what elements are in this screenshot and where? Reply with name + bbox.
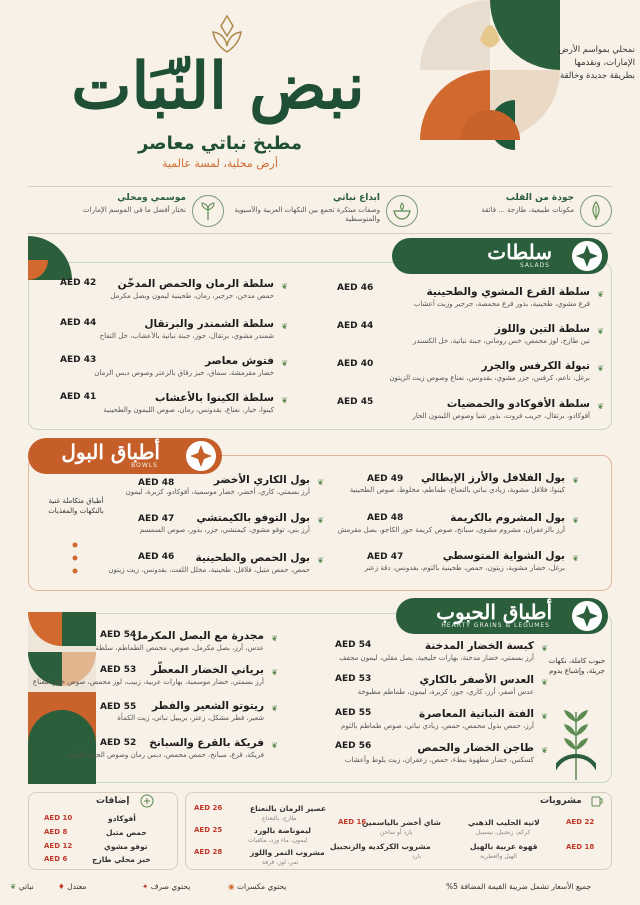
- feature-seasonal: موسمي ومحلي نختار أفضل ما في الموسم الإمارات: [34, 191, 224, 231]
- price: AED 40: [337, 359, 374, 369]
- price: AED 42: [60, 278, 97, 288]
- leaf-icon: ❦: [281, 322, 288, 331]
- leaf-icon: ❦: [597, 364, 604, 373]
- features-strip: [28, 186, 612, 234]
- extra-item[interactable]: خبز محلي طازج: [92, 855, 151, 864]
- price: AED 47: [367, 552, 404, 562]
- leaf-icon: ❦: [541, 712, 548, 721]
- drink-item[interactable]: مشروب الكركديه والزنجبيل: [330, 842, 431, 851]
- drink-item[interactable]: مشروب التمر واللوز: [250, 848, 325, 857]
- cup-icon: [590, 794, 604, 808]
- price: AED 10: [44, 814, 73, 822]
- menu-item[interactable]: ❦ سلطة الكينوا بالأعشاب كينوا، خيار، نعناع، بقدونس، رمان، صوص الليمون والطحينية: [103, 392, 288, 414]
- price: AED 6: [44, 855, 68, 863]
- leaf-icon: ❦: [281, 282, 288, 291]
- leaf-icon: ❦: [281, 396, 288, 405]
- legend-vegan: نباتي ❦: [10, 882, 34, 891]
- price: AED 52: [100, 738, 137, 748]
- price: AED 56: [335, 741, 372, 751]
- salads-header: سلطات SALADS: [392, 238, 608, 274]
- price: AED 8: [44, 828, 68, 836]
- grains-side-note: حبوب كاملة، نكهات جريئة، وإشباع يدوم: [548, 657, 606, 675]
- price: AED 47: [138, 514, 175, 524]
- legend-spicy: يحتوي صرف ✦: [142, 882, 191, 891]
- menu-item[interactable]: ❦ بول المشروم بالكريمة أرز بالزعفران، مشروم مشوي، سبانخ، صوص كريمة جوز الكاجو، بصل مقرمش: [337, 512, 579, 534]
- leaf-icon: ❦: [597, 402, 604, 411]
- price: AED 22: [566, 818, 595, 826]
- menu-item[interactable]: ❦ الفتة النباتية المعاصرة أرز، حمص بذول محمص، حمص، زبادي نباتي، صوص طماطم بالثوم: [341, 708, 548, 730]
- menu-item[interactable]: ❦ طاجن الخضار والحمص كسكس، خضار مطهوة ببطء، حمص، زعفران، زيت بلوط وأعشاب: [344, 742, 548, 764]
- leaf-icon: ❦: [572, 476, 579, 485]
- page-subtitle: مطبخ نباتي معاصر: [137, 133, 303, 154]
- menu-item[interactable]: ❦ العدس الأصفر بالكاري عدس أصفر، أرز، كاري، جوز، كزبرة، ليمون، طماطم مطبوخة: [357, 674, 548, 696]
- price: AED 28: [194, 848, 223, 856]
- leaf-icon: ❦: [281, 359, 288, 368]
- menu-item[interactable]: ❦ ريتوتو الشعير والفطر شعير، فطر مشكل، زعتر، بريبيل نباتي، زيت الكمأة: [117, 700, 278, 722]
- price: AED 48: [367, 513, 404, 523]
- leaf-icon: ❦: [541, 746, 548, 755]
- price: AED 54: [100, 630, 137, 640]
- price: AED 55: [100, 702, 137, 712]
- drink-item[interactable]: قهوة عربية بالهيل: [470, 842, 538, 851]
- price: AED 48: [138, 478, 175, 488]
- price: AED 26: [194, 804, 223, 812]
- menu-item[interactable]: ❦ تبولة الكرفس والجرر برغل، ناعم، كرفس، جزر مشوي، بقدونس، نعناع وصوص زيت الزيتون: [389, 360, 604, 382]
- bowl-icon: [386, 195, 418, 227]
- price: AED 44: [337, 321, 374, 331]
- leaf-icon: ❦: [597, 290, 604, 299]
- leaf-icon: ❦: [597, 327, 604, 336]
- leaf-icon: ❦: [541, 678, 548, 687]
- sprout-icon: [192, 195, 224, 227]
- vat-note: جميع الأسعار تشمل ضريبة القيمة المضافة 5%: [446, 882, 592, 891]
- star-badge-icon: [572, 241, 602, 271]
- menu-item[interactable]: ❦ سلطة التين واللوز تين طازج، لوز محمص، خس روماني، جبنة نباتية، خل الكسندر: [412, 323, 604, 345]
- price: AED 55: [335, 708, 372, 718]
- menu-item[interactable]: ❦ سلطة القرع المشوي والطحينية قرع مشوي، طحينية، بذور قرع محمصة، جرجير وزيت أعشاب: [413, 286, 604, 308]
- extra-item[interactable]: توفو مشوي: [104, 842, 148, 851]
- menu-item[interactable]: ❦ بول الفلافل والأرز الإيطالي كينوا، فلافل مشوية، زبادي نباتي بالنعناع، طماطم، مخلوط، صوص الطحينية: [349, 472, 579, 494]
- star-badge-icon: [572, 601, 602, 631]
- price: AED 16: [338, 818, 367, 826]
- leaf-bowl-icon: [580, 195, 612, 227]
- bowls-side-note: أطباق متكاملة غنية بالنكهات والمغذيات: [48, 497, 104, 515]
- intro-text: نمحلي بمواسم الأرض الإمارات، ونقدمها بطريقة جديدة وخالقة: [558, 45, 635, 81]
- menu-item[interactable]: ❦ سلطة الرمان والحمص المدخّن حمص مدخن، جرجير، رمان، طحينية ليمون وبصل مكرمل: [110, 278, 288, 300]
- legend-nuts: يحتوي مكسرات ◉: [228, 882, 287, 891]
- extra-item[interactable]: حمص متبل: [106, 828, 147, 837]
- price: AED 25: [194, 826, 223, 834]
- price: AED 44: [60, 318, 97, 328]
- leaf-icon: ❦: [271, 741, 278, 750]
- price: AED 53: [335, 674, 372, 684]
- price: AED 46: [337, 283, 374, 293]
- price: AED 18: [566, 843, 595, 851]
- price: AED 41: [60, 392, 97, 402]
- page-tagline: أرض محلية، لمسة عالمية: [162, 157, 278, 170]
- menu-item[interactable]: ❦ فريكة بالقرع والسبانخ فريكة، قرع، سبانخ، حمص محمص، دبس رمان وصوص الجبنة النباتية: [67, 737, 278, 759]
- nut-icon: ◉: [228, 882, 235, 891]
- menu-item[interactable]: ❦ برياني الخضار المعطّر أرز بسمتي، خضار موسمية، بهارات عربية، زبيب، لوز محمص، صوص خيار النعناع: [32, 664, 278, 686]
- menu-item[interactable]: ❦ بول التوفو بالكيمتشي أرز بني، توفو مشوي، كيمتشي، جزر، بذور، صوص السمسم: [139, 512, 324, 534]
- menu-item[interactable]: ❦ فتوش معاصر خضار مقرمشة، سماق، خبز رقاق بالزعتر وصوص دبس الرمان: [94, 355, 288, 377]
- price: AED 12: [44, 842, 73, 850]
- star-badge-icon: [186, 441, 216, 471]
- leaf-icon: ❦: [541, 644, 548, 653]
- feature-creativity: ابداع نباتي وصفات مبتكرة تجمع بين النكهات العربية والآسيوية والمتوسطية: [228, 191, 418, 231]
- menu-item[interactable]: ❦ سلطة الأفوكادو والحمضيات أفوكادو، برتقال، جريب فروت، بذور شيا وصوص الليمون الحار: [412, 398, 604, 420]
- price: AED 49: [367, 474, 404, 484]
- legend-mild: معتدل ♦: [58, 882, 87, 891]
- plus-leaf-icon: [140, 794, 154, 808]
- price: AED 45: [337, 397, 374, 407]
- extra-item[interactable]: أفوكادو: [108, 814, 136, 823]
- leaf-icon: ❦: [271, 634, 278, 643]
- menu-item[interactable]: ❦ مجدرة مع البصل المكرمل عدس، أرز، بصل مكرمل، صوص، محمص الطماطم، سلطة: [95, 630, 278, 652]
- menu-item[interactable]: ❦ كبسة الخضار المدخنة أرز بسمتي، خضار مدخنة، بهارات خليجية، بصل مقلي، ليمون مجفف: [339, 640, 548, 662]
- extras-title: إضافات: [96, 796, 130, 806]
- leaf-icon: ❦: [10, 882, 17, 891]
- wheat-icon: [556, 702, 596, 780]
- price: AED 43: [60, 355, 97, 365]
- price: AED 53: [100, 665, 137, 675]
- grains-header: أطباق الحبوب HEARTY GRAINS & LEGUMES: [396, 598, 608, 634]
- leaf-icon: ❦: [317, 556, 324, 565]
- drink-item[interactable]: عصير الرمان بالنعناع: [250, 804, 327, 813]
- price: AED 54: [335, 640, 372, 650]
- leaf-icon: ❦: [317, 516, 324, 525]
- leaf-icon: ❦: [271, 704, 278, 713]
- menu-item[interactable]: ❦ بول الحمص والطحينية حمص، حمص متبل، فلافل، طحينية، مخلل اللفت، بقدونس، زيت زيتون: [108, 552, 324, 574]
- drink-item[interactable]: لاتيه الحليب الذهبي: [468, 818, 540, 827]
- chili-icon: ✦: [142, 882, 149, 891]
- menu-item[interactable]: ❦ بول الشواية المتوسطي برغل، خضار مشوية، زيتون، حمص، طحينية بالثوم، بقدونس، دقة زعتر: [364, 550, 579, 572]
- page-title: نبض النّبَات: [71, 49, 365, 124]
- drink-item[interactable]: شاي أخضر بالياسمين: [362, 818, 441, 827]
- feature-quality: جودة من القلب مكونات طبيعية، طازجة ... فائقة: [422, 191, 612, 231]
- menu-item[interactable]: ❦ سلطة الشمندر والبرتقال شمندر مشوي، برتقال، جوز، جبنة نباتية بالأعشاب، خل التفاح: [99, 318, 288, 340]
- leaf-icon: ❦: [572, 516, 579, 525]
- bowls-header: أطباق البول BOWLS: [28, 438, 222, 474]
- drink-item[interactable]: ليموناضة بالورد: [254, 826, 311, 835]
- header-artwork: [420, 0, 560, 150]
- leaf-icon: ❦: [271, 668, 278, 677]
- price: AED 46: [138, 552, 175, 562]
- leaf-icon: ❦: [572, 554, 579, 563]
- leaf-icon: ❦: [317, 478, 324, 487]
- menu-item[interactable]: ❦ بول الكاري الأخضر أرز بسمتي، كاري، أخضر، خضار موسمية، أفوكادو، كزبرة، ليمون: [125, 474, 324, 496]
- drinks-title: مشروبات: [540, 796, 582, 806]
- pepper-icon: ♦: [58, 882, 65, 891]
